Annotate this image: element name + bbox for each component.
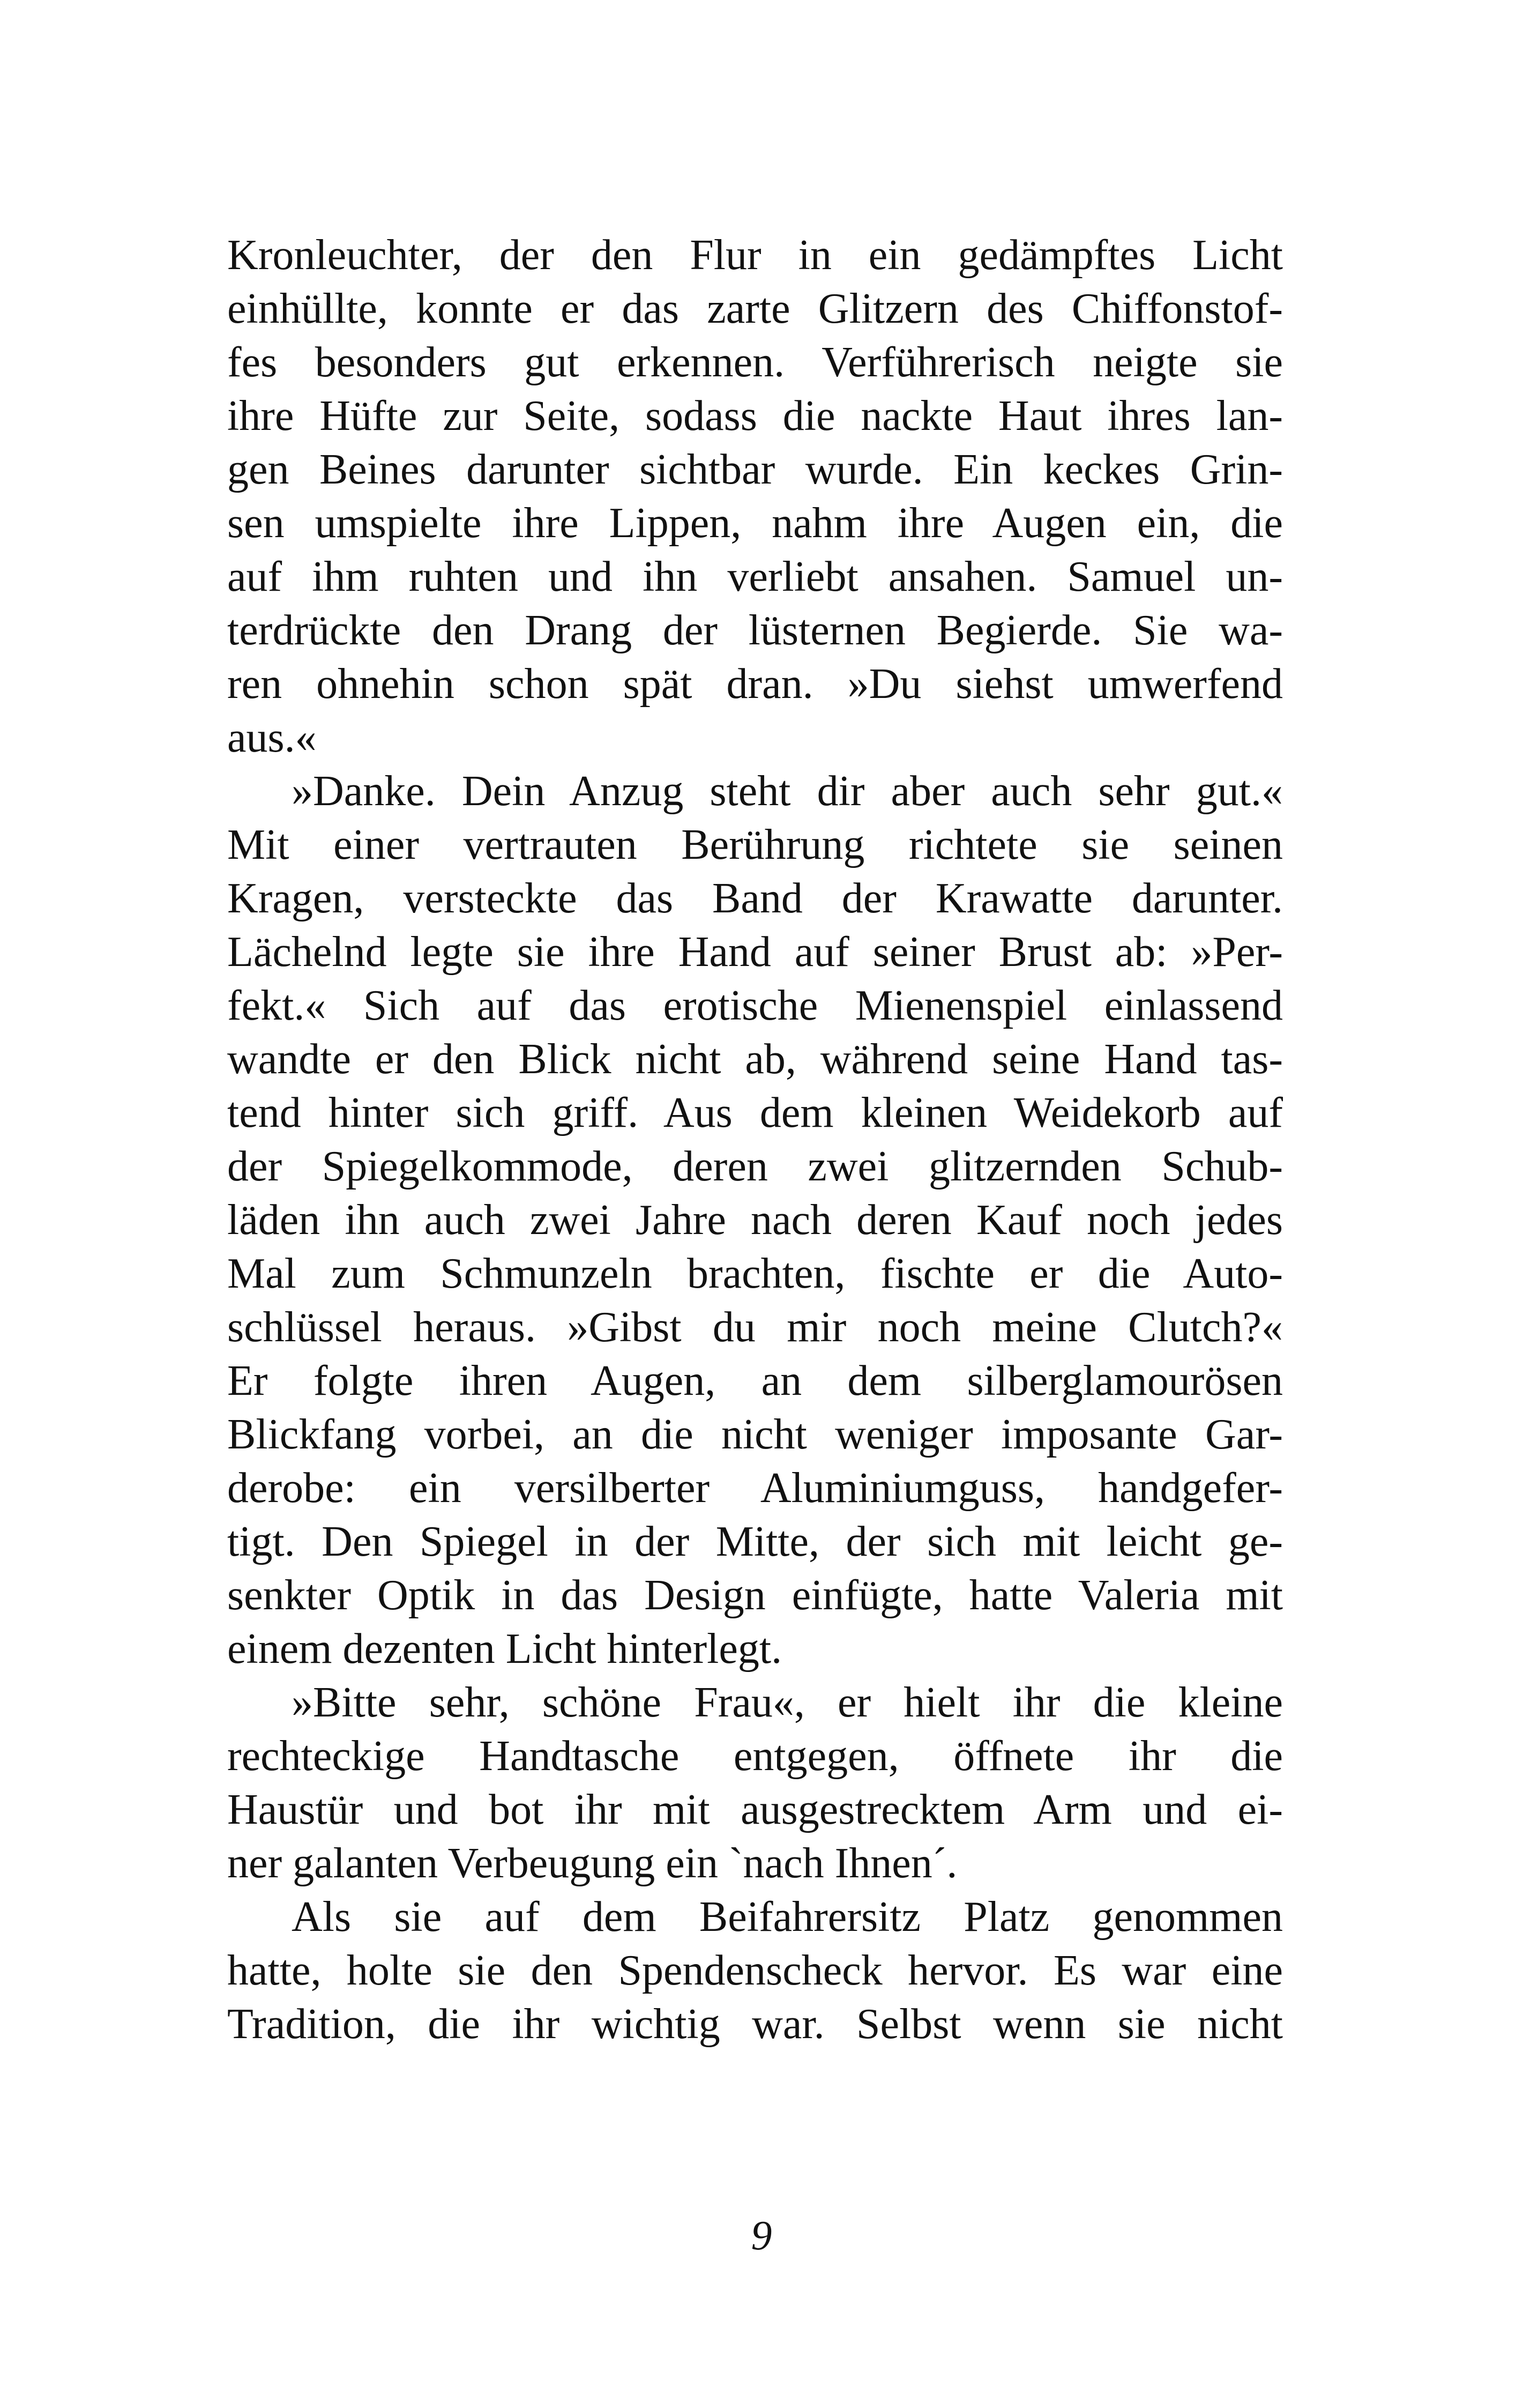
text-line: fes besonders gut erkennen. Verführerisch neigte sie xyxy=(227,339,1283,386)
text-line: einhüllte, konnte er das zarte Glitzern des Chiffonstof- xyxy=(227,285,1283,332)
text-line: tigt. Den Spiegel in der Mitte, der sich mit leicht ge- xyxy=(227,1518,1283,1565)
text-line: Mal zum Schmunzeln brachten, fischte er die Auto- xyxy=(227,1250,1283,1297)
text-line: senkter Optik in das Design einfügte, hatte Valeria mit xyxy=(227,1572,1283,1619)
page-number: 9 xyxy=(751,2212,772,2258)
text-line: »Danke. Dein Anzug steht dir aber auch sehr gut.« xyxy=(292,768,1283,815)
text-line: Er folgte ihren Augen, an dem silberglamourösen xyxy=(227,1357,1283,1404)
text-line: Blickfang vorbei, an die nicht weniger imposante Gar- xyxy=(227,1411,1283,1458)
text-line: Mit einer vertrauten Berührung richtete sie seinen xyxy=(227,821,1283,868)
text-line: ren ohnehin schon spät dran. »Du siehst umwerfend xyxy=(227,660,1283,708)
text-line: Haustür und bot ihr mit ausgestrecktem Arm und ei- xyxy=(227,1786,1283,1833)
text-line: »Bitte sehr, schöne Frau«, er hielt ihr die kleine xyxy=(292,1679,1283,1726)
body-text xyxy=(227,228,1283,2051)
text-line: Kronleuchter, der den Flur in ein gedämpftes Licht xyxy=(227,232,1283,279)
text-line: läden ihn auch zwei Jahre nach deren Kauf noch jedes xyxy=(227,1196,1283,1244)
text-line: ihre Hüfte zur Seite, sodass die nackte Haut ihres lan- xyxy=(227,392,1283,440)
text-line: wandte er den Blick nicht ab, während seine Hand tas- xyxy=(227,1036,1283,1083)
text-line: schlüssel heraus. »Gibst du mir noch meine Clutch?« xyxy=(227,1304,1283,1351)
text-line: Als sie auf dem Beifahrersitz Platz genommen xyxy=(292,1893,1283,1941)
text-line: aus.« xyxy=(227,714,317,761)
text-line: Tradition, die ihr wichtig war. Selbst wenn sie nicht xyxy=(227,2001,1283,2048)
text-line: terdrückte den Drang der lüsternen Begierde. Sie wa- xyxy=(227,607,1283,654)
text-line: sen umspielte ihre Lippen, nahm ihre Augen ein, die xyxy=(227,500,1283,547)
text-line: auf ihm ruhten und ihn verliebt ansahen. Samuel un- xyxy=(227,553,1283,600)
text-line: derobe: ein versilberter Aluminiumguss, handgefer- xyxy=(227,1465,1283,1512)
text-line: fekt.« Sich auf das erotische Mienenspiel einlassend xyxy=(227,982,1283,1029)
text-line: tend hinter sich griff. Aus dem kleinen Weidekorb auf xyxy=(227,1089,1283,1136)
text-line: ner galanten Verbeugung ein `nach Ihnen´. xyxy=(227,1840,958,1887)
text-line: hatte, holte sie den Spendenscheck hervor. Es war eine xyxy=(227,1947,1283,1994)
text-line: der Spiegelkommode, deren zwei glitzernden Schub- xyxy=(227,1143,1283,1190)
text-line: gen Beines darunter sichtbar wurde. Ein keckes Grin- xyxy=(227,446,1283,493)
text-line: Kragen, versteckte das Band der Krawatte darunter. xyxy=(227,875,1283,922)
text-line: rechteckige Handtasche entgegen, öffnete ihr die xyxy=(227,1733,1283,1780)
text-line: einem dezenten Licht hinterlegt. xyxy=(227,1625,782,1673)
text-line: Lächelnd legte sie ihre Hand auf seiner Brust ab: »Per- xyxy=(227,928,1283,976)
